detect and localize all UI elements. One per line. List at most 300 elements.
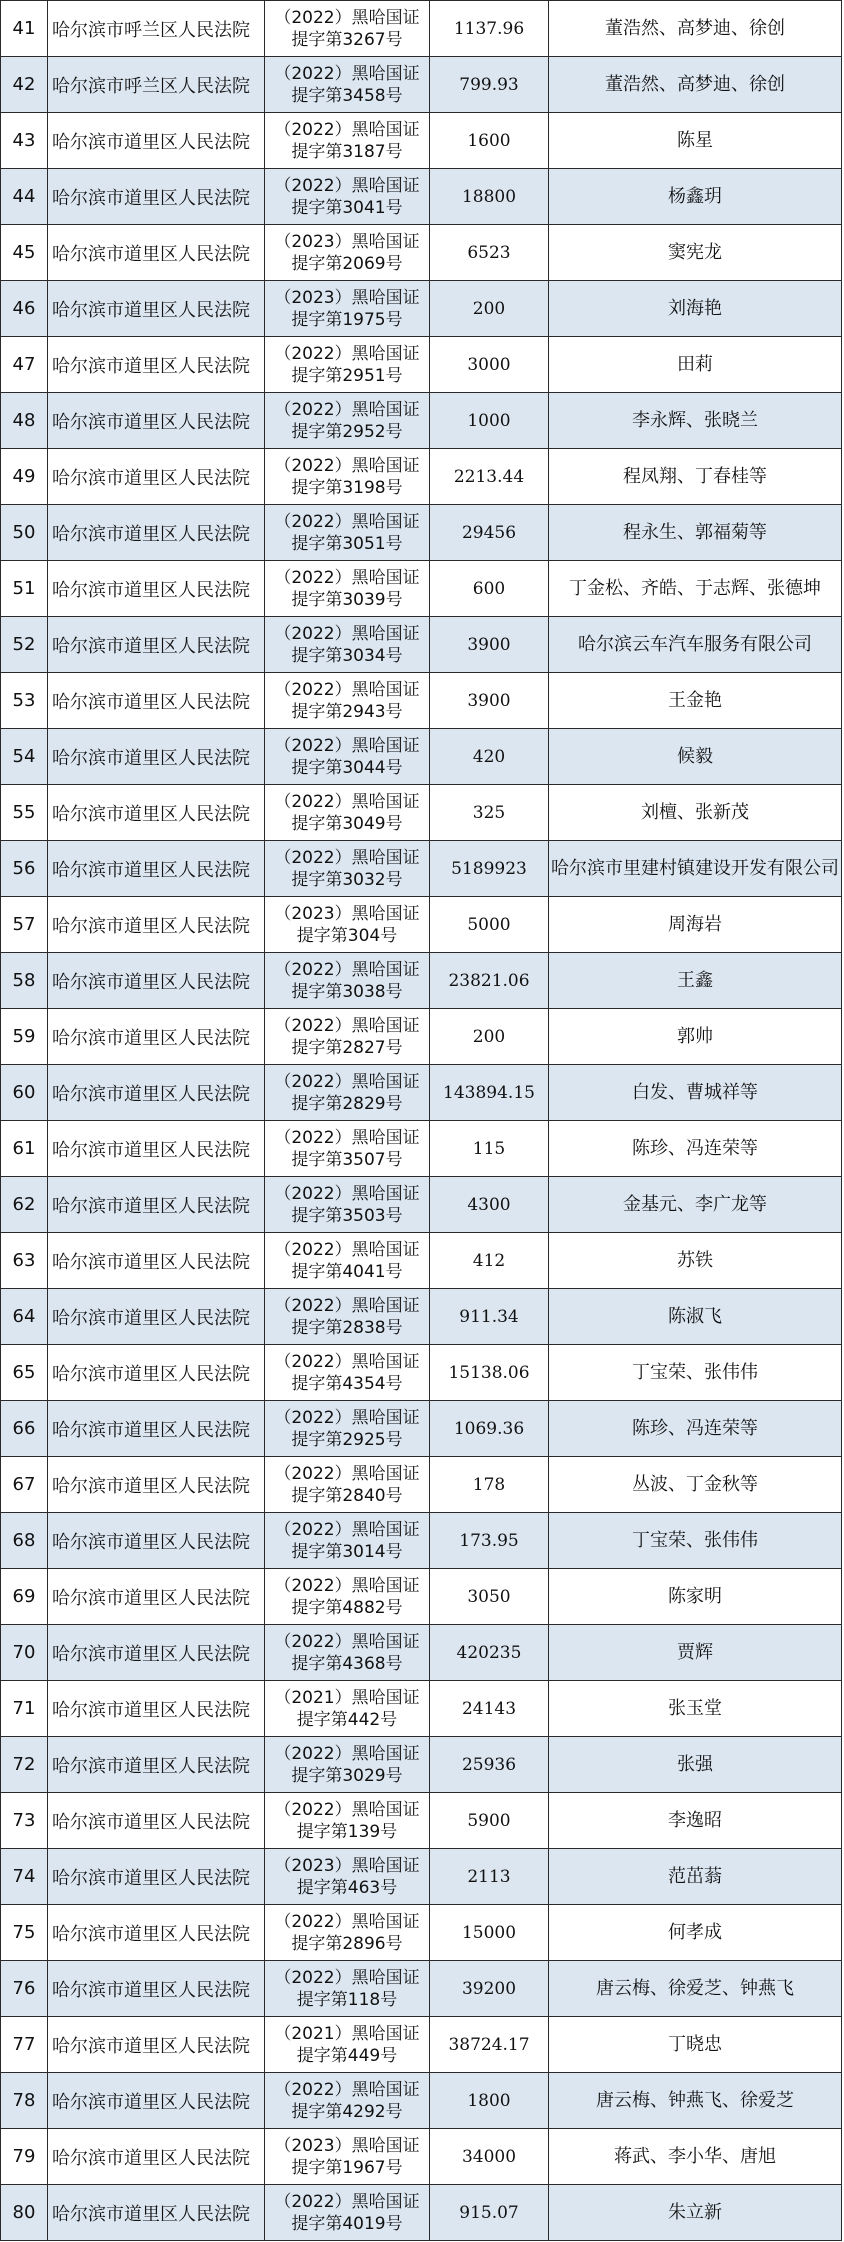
table-row	[1, 1513, 842, 1569]
document-number-line-2: 提字第449号	[296, 2045, 398, 2066]
row-number-cell: 78	[1, 2073, 48, 2129]
table-row	[1, 2017, 842, 2073]
table-row	[1, 2073, 842, 2129]
amount-cell: 600	[430, 561, 549, 617]
row-number-cell: 65	[1, 1345, 48, 1401]
court-name-cell: 哈尔滨市道里区人民法院	[48, 505, 265, 561]
court-name-cell: 哈尔滨市道里区人民法院	[48, 449, 265, 505]
party-name-cell: 董浩然、高梦迪、徐创	[549, 57, 842, 113]
table-row	[1, 1177, 842, 1233]
table-row	[1, 561, 842, 617]
court-name-cell: 哈尔滨市道里区人民法院	[48, 1177, 265, 1233]
court-name-cell: 哈尔滨市道里区人民法院	[48, 617, 265, 673]
amount-cell: 2213.44	[430, 449, 549, 505]
document-number-cell	[265, 337, 430, 393]
court-name-cell: 哈尔滨市道里区人民法院	[48, 1457, 265, 1513]
table-row	[1, 225, 842, 281]
document-number-cell	[265, 1849, 430, 1905]
court-name-cell: 哈尔滨市道里区人民法院	[48, 1625, 265, 1681]
row-number-cell: 63	[1, 1233, 48, 1289]
row-number-cell: 49	[1, 449, 48, 505]
amount-cell: 420	[430, 729, 549, 785]
amount-cell: 799.93	[430, 57, 549, 113]
document-number-cell	[265, 1177, 430, 1233]
row-number-cell: 52	[1, 617, 48, 673]
document-number-cell	[265, 953, 430, 1009]
court-name-cell: 哈尔滨市道里区人民法院	[48, 673, 265, 729]
document-number-line-1: （2021）黑哈国证	[274, 1687, 420, 1708]
amount-cell: 15000	[430, 1905, 549, 1961]
row-number-cell: 55	[1, 785, 48, 841]
court-name-cell: 哈尔滨市道里区人民法院	[48, 1961, 265, 2017]
row-number-cell: 74	[1, 1849, 48, 1905]
document-number-cell	[265, 1, 430, 57]
row-number-cell: 69	[1, 1569, 48, 1625]
document-number-line-2: 提字第3032号	[291, 869, 403, 890]
amount-cell: 6523	[430, 225, 549, 281]
court-name-cell: 哈尔滨市呼兰区人民法院	[48, 1, 265, 57]
table-row	[1, 1961, 842, 2017]
amount-cell: 24143	[430, 1681, 549, 1737]
document-number-line-1: （2022）黑哈国证	[274, 791, 420, 812]
row-number-cell: 48	[1, 393, 48, 449]
table-row	[1, 1121, 842, 1177]
document-number-line-2: 提字第3267号	[291, 29, 403, 50]
document-number-line-2: 提字第442号	[296, 1709, 398, 1730]
document-number-cell	[265, 225, 430, 281]
amount-cell: 200	[430, 1009, 549, 1065]
row-number-cell: 70	[1, 1625, 48, 1681]
party-name-cell: 唐云梅、钟燕飞、徐爱芝	[549, 2073, 842, 2129]
document-number-cell	[265, 2073, 430, 2129]
amount-cell: 38724.17	[430, 2017, 549, 2073]
court-name-cell: 哈尔滨市道里区人民法院	[48, 1401, 265, 1457]
row-number-cell: 46	[1, 281, 48, 337]
amount-cell: 143894.15	[430, 1065, 549, 1121]
amount-cell: 412	[430, 1233, 549, 1289]
document-number-cell	[265, 617, 430, 673]
document-number-line-1: （2022）黑哈国证	[274, 679, 420, 700]
document-number-line-1: （2022）黑哈国证	[274, 175, 420, 196]
document-number-line-1: （2022）黑哈国证	[274, 1911, 420, 1932]
document-number-line-2: 提字第3458号	[291, 85, 403, 106]
row-number-cell: 59	[1, 1009, 48, 1065]
amount-cell: 911.34	[430, 1289, 549, 1345]
amount-cell: 420235	[430, 1625, 549, 1681]
document-number-line-2: 提字第3051号	[291, 533, 403, 554]
court-name-cell: 哈尔滨市道里区人民法院	[48, 1121, 265, 1177]
court-name-cell: 哈尔滨市道里区人民法院	[48, 169, 265, 225]
document-number-line-1: （2022）黑哈国证	[274, 735, 420, 756]
document-number-line-2: 提字第3029号	[291, 1765, 403, 1786]
amount-cell: 5900	[430, 1793, 549, 1849]
table-row	[1, 897, 842, 953]
table-row	[1, 1, 842, 57]
party-name-cell: 程永生、郭福菊等	[549, 505, 842, 561]
party-name-cell: 白发、曹城祥等	[549, 1065, 842, 1121]
party-name-cell: 董浩然、高梦迪、徐创	[549, 1, 842, 57]
document-number-cell	[265, 1625, 430, 1681]
document-number-line-1: （2022）黑哈国证	[274, 7, 420, 28]
amount-cell: 5000	[430, 897, 549, 953]
row-number-cell: 76	[1, 1961, 48, 2017]
document-number-line-1: （2022）黑哈国证	[274, 511, 420, 532]
row-number-cell: 51	[1, 561, 48, 617]
party-name-cell: 郭帅	[549, 1009, 842, 1065]
document-number-line-2: 提字第4882号	[291, 1597, 403, 1618]
row-number-cell: 58	[1, 953, 48, 1009]
document-number-line-2: 提字第463号	[296, 1877, 398, 1898]
court-name-cell: 哈尔滨市道里区人民法院	[48, 2185, 265, 2241]
row-number-cell: 57	[1, 897, 48, 953]
court-name-cell: 哈尔滨市道里区人民法院	[48, 1009, 265, 1065]
document-number-cell	[265, 1793, 430, 1849]
document-number-line-2: 提字第3034号	[291, 645, 403, 666]
document-number-line-1: （2022）黑哈国证	[274, 63, 420, 84]
court-name-cell: 哈尔滨市道里区人民法院	[48, 1849, 265, 1905]
table-row	[1, 1905, 842, 1961]
party-name-cell: 唐云梅、徐爱芝、钟燕飞	[549, 1961, 842, 2017]
row-number-cell: 44	[1, 169, 48, 225]
table-row	[1, 1457, 842, 1513]
document-number-cell	[265, 1905, 430, 1961]
document-number-line-2: 提字第3038号	[291, 981, 403, 1002]
table-row	[1, 953, 842, 1009]
table-row	[1, 1681, 842, 1737]
document-number-cell	[265, 2129, 430, 2185]
document-number-line-1: （2022）黑哈国证	[274, 1463, 420, 1484]
document-number-line-1: （2023）黑哈国证	[274, 287, 420, 308]
document-number-line-2: 提字第118号	[296, 1989, 398, 2010]
document-number-line-1: （2023）黑哈国证	[274, 231, 420, 252]
table-row	[1, 673, 842, 729]
amount-cell: 15138.06	[430, 1345, 549, 1401]
document-number-line-1: （2022）黑哈国证	[274, 399, 420, 420]
document-number-cell	[265, 897, 430, 953]
court-name-cell: 哈尔滨市道里区人民法院	[48, 561, 265, 617]
document-number-line-2: 提字第2896号	[291, 1933, 403, 1954]
table-row	[1, 1401, 842, 1457]
party-name-cell: 陈珍、冯连荣等	[549, 1121, 842, 1177]
party-name-cell: 金基元、李广龙等	[549, 1177, 842, 1233]
row-number-cell: 60	[1, 1065, 48, 1121]
party-name-cell: 陈星	[549, 113, 842, 169]
court-name-cell: 哈尔滨市道里区人民法院	[48, 393, 265, 449]
document-number-cell	[265, 1289, 430, 1345]
court-name-cell: 哈尔滨市道里区人民法院	[48, 2073, 265, 2129]
row-number-cell: 42	[1, 57, 48, 113]
court-name-cell: 哈尔滨市道里区人民法院	[48, 1233, 265, 1289]
document-number-line-2: 提字第2951号	[291, 365, 403, 386]
document-number-line-1: （2022）黑哈国证	[274, 623, 420, 644]
table-row	[1, 1625, 842, 1681]
party-name-cell: 刘檀、张新茂	[549, 785, 842, 841]
records-table-body	[1, 1, 842, 2241]
document-number-line-2: 提字第3198号	[291, 477, 403, 498]
amount-cell: 4300	[430, 1177, 549, 1233]
table-row	[1, 1233, 842, 1289]
document-number-line-1: （2022）黑哈国证	[274, 119, 420, 140]
document-number-line-2: 提字第3049号	[291, 813, 403, 834]
document-number-line-2: 提字第1975号	[291, 309, 403, 330]
amount-cell: 39200	[430, 1961, 549, 2017]
amount-cell: 23821.06	[430, 953, 549, 1009]
party-name-cell: 王金艳	[549, 673, 842, 729]
amount-cell: 2113	[430, 1849, 549, 1905]
document-number-cell	[265, 1681, 430, 1737]
table-row	[1, 1009, 842, 1065]
row-number-cell: 66	[1, 1401, 48, 1457]
document-number-line-2: 提字第1967号	[291, 2157, 403, 2178]
court-name-cell: 哈尔滨市道里区人民法院	[48, 1737, 265, 1793]
amount-cell: 178	[430, 1457, 549, 1513]
court-name-cell: 哈尔滨市道里区人民法院	[48, 785, 265, 841]
court-name-cell: 哈尔滨市道里区人民法院	[48, 1513, 265, 1569]
document-number-line-2: 提字第3507号	[291, 1149, 403, 1170]
court-name-cell: 哈尔滨市道里区人民法院	[48, 1905, 265, 1961]
document-number-line-1: （2022）黑哈国证	[274, 1351, 420, 1372]
document-number-cell	[265, 673, 430, 729]
amount-cell: 200	[430, 281, 549, 337]
row-number-cell: 53	[1, 673, 48, 729]
party-name-cell: 窦宪龙	[549, 225, 842, 281]
amount-cell: 1069.36	[430, 1401, 549, 1457]
document-number-line-1: （2022）黑哈国证	[274, 1631, 420, 1652]
document-number-cell	[265, 393, 430, 449]
party-name-cell: 程凤翔、丁春桂等	[549, 449, 842, 505]
table-row	[1, 1849, 842, 1905]
row-number-cell: 72	[1, 1737, 48, 1793]
document-number-cell	[265, 1121, 430, 1177]
court-name-cell: 哈尔滨市呼兰区人民法院	[48, 57, 265, 113]
document-number-line-2: 提字第139号	[296, 1821, 398, 1842]
party-name-cell: 候毅	[549, 729, 842, 785]
party-name-cell: 李逸昭	[549, 1793, 842, 1849]
row-number-cell: 68	[1, 1513, 48, 1569]
document-number-cell	[265, 57, 430, 113]
document-number-line-1: （2022）黑哈国证	[274, 1295, 420, 1316]
document-number-cell	[265, 1065, 430, 1121]
document-number-line-1: （2023）黑哈国证	[274, 903, 420, 924]
table-row	[1, 505, 842, 561]
table-row	[1, 1065, 842, 1121]
document-number-line-1: （2022）黑哈国证	[274, 1407, 420, 1428]
table-row	[1, 785, 842, 841]
document-number-cell	[265, 505, 430, 561]
court-name-cell: 哈尔滨市道里区人民法院	[48, 1345, 265, 1401]
row-number-cell: 80	[1, 2185, 48, 2241]
row-number-cell: 73	[1, 1793, 48, 1849]
document-number-line-1: （2022）黑哈国证	[274, 455, 420, 476]
row-number-cell: 79	[1, 2129, 48, 2185]
document-number-cell	[265, 785, 430, 841]
amount-cell: 34000	[430, 2129, 549, 2185]
document-number-line-2: 提字第2838号	[291, 1317, 403, 1338]
document-number-line-2: 提字第2925号	[291, 1429, 403, 1450]
document-number-line-1: （2023）黑哈国证	[274, 2135, 420, 2156]
court-name-cell: 哈尔滨市道里区人民法院	[48, 1793, 265, 1849]
court-name-cell: 哈尔滨市道里区人民法院	[48, 225, 265, 281]
party-name-cell: 田莉	[549, 337, 842, 393]
party-name-cell: 陈家明	[549, 1569, 842, 1625]
row-number-cell: 71	[1, 1681, 48, 1737]
table-row	[1, 1345, 842, 1401]
document-number-line-1: （2022）黑哈国证	[274, 1967, 420, 1988]
row-number-cell: 62	[1, 1177, 48, 1233]
party-name-cell: 丁晓忠	[549, 2017, 842, 2073]
court-name-cell: 哈尔滨市道里区人民法院	[48, 2129, 265, 2185]
table-row	[1, 337, 842, 393]
document-number-cell	[265, 1737, 430, 1793]
row-number-cell: 67	[1, 1457, 48, 1513]
party-name-cell: 苏铁	[549, 1233, 842, 1289]
document-number-cell	[265, 841, 430, 897]
document-number-line-2: 提字第3014号	[291, 1541, 403, 1562]
party-name-cell: 张玉堂	[549, 1681, 842, 1737]
party-name-cell: 刘海艳	[549, 281, 842, 337]
table-row	[1, 57, 842, 113]
party-name-cell: 杨鑫玥	[549, 169, 842, 225]
party-name-cell: 朱立新	[549, 2185, 842, 2241]
party-name-cell: 丁宝荣、张伟伟	[549, 1345, 842, 1401]
row-number-cell: 64	[1, 1289, 48, 1345]
document-number-cell	[265, 1513, 430, 1569]
document-number-line-2: 提字第4368号	[291, 1653, 403, 1674]
document-number-cell	[265, 1009, 430, 1065]
party-name-cell: 丁宝荣、张伟伟	[549, 1513, 842, 1569]
document-number-cell	[265, 169, 430, 225]
row-number-cell: 45	[1, 225, 48, 281]
document-number-line-2: 提字第2952号	[291, 421, 403, 442]
document-number-line-2: 提字第2069号	[291, 253, 403, 274]
document-number-cell	[265, 1401, 430, 1457]
court-name-cell: 哈尔滨市道里区人民法院	[48, 729, 265, 785]
document-number-cell	[265, 1345, 430, 1401]
document-number-line-1: （2022）黑哈国证	[274, 1071, 420, 1092]
document-number-line-2: 提字第3039号	[291, 589, 403, 610]
document-number-line-1: （2022）黑哈国证	[274, 1519, 420, 1540]
document-number-line-2: 提字第2840号	[291, 1485, 403, 1506]
document-number-cell	[265, 2185, 430, 2241]
court-name-cell: 哈尔滨市道里区人民法院	[48, 953, 265, 1009]
row-number-cell: 50	[1, 505, 48, 561]
table-row	[1, 1793, 842, 1849]
document-number-cell	[265, 1961, 430, 2017]
row-number-cell: 75	[1, 1905, 48, 1961]
document-number-line-1: （2022）黑哈国证	[274, 847, 420, 868]
document-number-cell	[265, 561, 430, 617]
table-row	[1, 841, 842, 897]
document-number-line-1: （2022）黑哈国证	[274, 1127, 420, 1148]
court-name-cell: 哈尔滨市道里区人民法院	[48, 113, 265, 169]
court-name-cell: 哈尔滨市道里区人民法院	[48, 1681, 265, 1737]
document-number-line-2: 提字第2827号	[291, 1037, 403, 1058]
document-number-line-1: （2022）黑哈国证	[274, 2191, 420, 2212]
amount-cell: 29456	[430, 505, 549, 561]
document-number-line-1: （2022）黑哈国证	[274, 959, 420, 980]
party-name-cell: 李永辉、张晓兰	[549, 393, 842, 449]
document-number-line-1: （2022）黑哈国证	[274, 1015, 420, 1036]
document-number-line-1: （2022）黑哈国证	[274, 567, 420, 588]
document-number-line-1: （2022）黑哈国证	[274, 1183, 420, 1204]
document-number-line-2: 提字第4019号	[291, 2213, 403, 2234]
table-row	[1, 617, 842, 673]
amount-cell: 915.07	[430, 2185, 549, 2241]
row-number-cell: 43	[1, 113, 48, 169]
amount-cell: 18800	[430, 169, 549, 225]
party-name-cell: 陈淑飞	[549, 1289, 842, 1345]
row-number-cell: 47	[1, 337, 48, 393]
court-name-cell: 哈尔滨市道里区人民法院	[48, 1065, 265, 1121]
document-number-line-2: 提字第304号	[296, 925, 398, 946]
amount-cell: 3900	[430, 617, 549, 673]
document-number-line-1: （2022）黑哈国证	[274, 1239, 420, 1260]
row-number-cell: 61	[1, 1121, 48, 1177]
document-number-cell	[265, 449, 430, 505]
court-name-cell: 哈尔滨市道里区人民法院	[48, 1289, 265, 1345]
table-row	[1, 1569, 842, 1625]
row-number-cell: 77	[1, 2017, 48, 2073]
row-number-cell: 41	[1, 1, 48, 57]
amount-cell: 1600	[430, 113, 549, 169]
amount-cell: 25936	[430, 1737, 549, 1793]
table-row	[1, 2185, 842, 2241]
document-number-line-1: （2022）黑哈国证	[274, 1799, 420, 1820]
amount-cell: 3000	[430, 337, 549, 393]
party-name-cell: 蒋武、李小华、唐旭	[549, 2129, 842, 2185]
table-row	[1, 2129, 842, 2185]
court-name-cell: 哈尔滨市道里区人民法院	[48, 1569, 265, 1625]
table-row	[1, 393, 842, 449]
party-name-cell: 张强	[549, 1737, 842, 1793]
document-number-line-1: （2023）黑哈国证	[274, 1855, 420, 1876]
amount-cell: 3050	[430, 1569, 549, 1625]
party-name-cell: 王鑫	[549, 953, 842, 1009]
document-number-line-2: 提字第4041号	[291, 1261, 403, 1282]
party-name-cell: 哈尔滨云车汽车服务有限公司	[549, 617, 842, 673]
table-row	[1, 1737, 842, 1793]
party-name-cell: 贾辉	[549, 1625, 842, 1681]
table-row	[1, 449, 842, 505]
row-number-cell: 56	[1, 841, 48, 897]
document-number-cell	[265, 1569, 430, 1625]
amount-cell: 325	[430, 785, 549, 841]
document-number-line-1: （2021）黑哈国证	[274, 2023, 420, 2044]
document-number-line-1: （2022）黑哈国证	[274, 343, 420, 364]
party-name-cell: 范茁蓊	[549, 1849, 842, 1905]
document-number-cell	[265, 113, 430, 169]
document-number-line-1: （2022）黑哈国证	[274, 1743, 420, 1764]
document-number-line-2: 提字第2943号	[291, 701, 403, 722]
court-name-cell: 哈尔滨市道里区人民法院	[48, 897, 265, 953]
document-number-cell	[265, 2017, 430, 2073]
party-name-cell: 周海岩	[549, 897, 842, 953]
document-number-line-2: 提字第2829号	[291, 1093, 403, 1114]
table-row	[1, 281, 842, 337]
table-row	[1, 729, 842, 785]
court-name-cell: 哈尔滨市道里区人民法院	[48, 337, 265, 393]
amount-cell: 5189923	[430, 841, 549, 897]
document-number-line-2: 提字第3041号	[291, 197, 403, 218]
document-number-line-2: 提字第3503号	[291, 1205, 403, 1226]
amount-cell: 1800	[430, 2073, 549, 2129]
court-name-cell: 哈尔滨市道里区人民法院	[48, 2017, 265, 2073]
party-name-cell: 丁金松、齐皓、于志辉、张德坤	[549, 561, 842, 617]
amount-cell: 173.95	[430, 1513, 549, 1569]
table-row	[1, 169, 842, 225]
party-name-cell: 陈珍、冯连荣等	[549, 1401, 842, 1457]
document-number-line-2: 提字第3044号	[291, 757, 403, 778]
